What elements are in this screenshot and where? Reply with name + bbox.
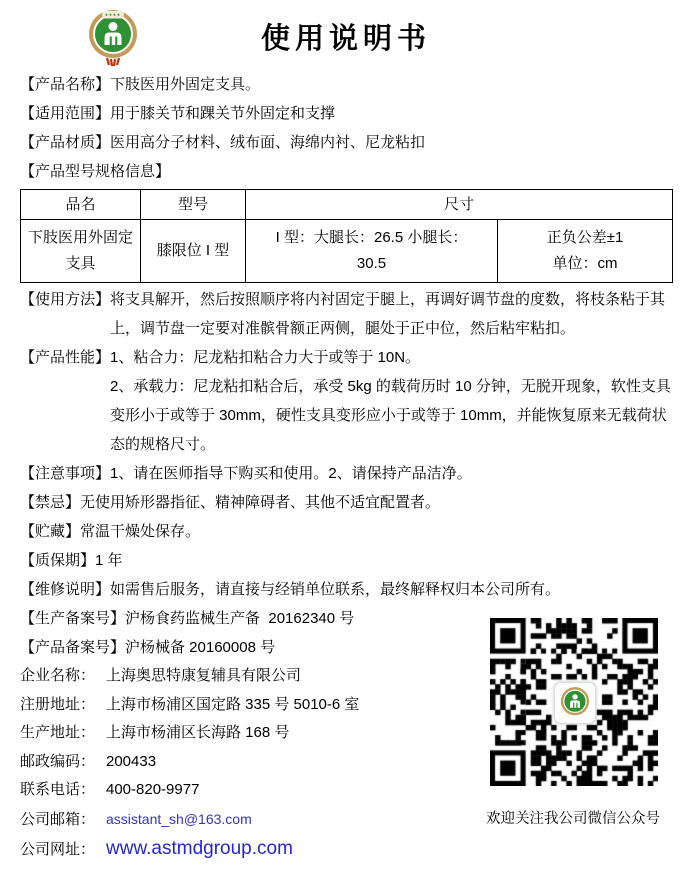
section-performance xyxy=(20,343,672,459)
section-storage xyxy=(20,517,672,546)
contact-label: 联系电话： xyxy=(20,781,96,799)
section-label: 【贮藏】 xyxy=(20,523,81,540)
section-text: 1、请在医师指导下购买和使用。2、请保持产品洁净。 xyxy=(110,465,472,482)
company-logo-icon xyxy=(86,8,140,66)
section-text: 1 年 xyxy=(95,552,123,569)
spec-table xyxy=(20,189,673,283)
section-material xyxy=(20,128,672,157)
company-logo xyxy=(86,8,140,66)
section-label: 【产品型号规格信息】 xyxy=(20,163,171,180)
contact-row-website xyxy=(20,835,672,865)
cell-model: 膝限位 I 型 xyxy=(141,220,246,283)
col-header-name: 品名 xyxy=(21,190,141,220)
section-label: 【产品名称】 xyxy=(20,76,111,93)
section-text: 医用高分子材料、绒布面、海绵内衬、尼龙粘扣 xyxy=(110,134,426,151)
section-label: 【生产备案号】 xyxy=(20,610,126,627)
contact-label: 注册地址： xyxy=(20,695,96,713)
section-label: 【产品材质】 xyxy=(20,134,111,151)
cell-size xyxy=(246,220,498,283)
section-text-2: 2、承载力：尼龙粘扣粘合后，承受 5kg 的载荷历时 10 分钟，无脱开现象，软性支具变形小于或等于 30mm，硬性支具变形应小于或等于 10mm，并能恢复原来无载荷状态的规格尺寸。 xyxy=(110,378,671,453)
wechat-qr-block xyxy=(486,618,662,786)
section-text: 1、粘合力：尼龙粘扣粘合力大于或等于 10N。 xyxy=(110,349,421,366)
postal-code: 200433 xyxy=(106,752,157,770)
section-contraindications xyxy=(20,488,672,517)
section-repair xyxy=(20,575,672,604)
qr-caption: 欢迎关注我公司微信公众号 xyxy=(486,811,660,827)
section-label: 【使用方法】 xyxy=(20,291,111,308)
col-header-size: 尺寸 xyxy=(246,190,673,220)
production-address: 上海市杨浦区长海路 168 号 xyxy=(106,724,290,742)
contact-label: 公司邮箱： xyxy=(20,810,96,828)
section-label: 【产品备案号】 xyxy=(20,639,126,656)
cell-size-line2: 30.5 xyxy=(356,255,387,272)
spec-table-data-row xyxy=(21,220,673,283)
page-title: 使用说明书 xyxy=(260,23,431,55)
section-label: 【适用范围】 xyxy=(20,105,111,122)
cell-tolerance-line2: 单位：cm xyxy=(552,255,618,272)
contact-label: 邮政编码： xyxy=(20,752,96,770)
registered-address: 上海市杨浦区国定路 335 号 5010-6 室 xyxy=(106,695,360,713)
section-scope xyxy=(20,99,672,128)
section-spec-info xyxy=(20,157,672,186)
section-label: 【产品性能】 xyxy=(20,349,111,366)
section-warranty xyxy=(20,546,672,575)
section-usage xyxy=(20,285,672,343)
wechat-qr-code xyxy=(490,618,658,786)
col-header-model: 型号 xyxy=(141,190,246,220)
section-text: 沪杨械备 20160008 号 xyxy=(125,639,276,656)
cell-size-line1: I 型：大腿长：26.5 小腿长： xyxy=(275,229,468,246)
spec-table-header-row xyxy=(21,190,673,220)
section-text: 无使用矫形器指征、精神障碍者、其他不适宜配置者。 xyxy=(80,494,441,511)
cell-tolerance xyxy=(498,220,673,283)
contact-label: 公司网址： xyxy=(20,840,96,858)
qr-center-logo xyxy=(554,682,596,724)
company-name: 上海奥思特康复辅具有限公司 xyxy=(106,667,302,684)
cell-product-name: 下肢医用外固定支具 xyxy=(21,220,141,283)
contact-label: 生产地址： xyxy=(20,724,96,742)
section-label: 【维修说明】 xyxy=(20,581,111,598)
website-link[interactable]: www.astmdgroup.com xyxy=(106,837,293,859)
section-text: 如需售后服务，请直接与经销单位联系，最终解释权归本公司所有。 xyxy=(110,581,561,598)
company-logo-icon xyxy=(559,686,591,720)
section-precautions xyxy=(20,459,672,488)
section-label: 【禁忌】 xyxy=(20,494,81,511)
contact-label: 企业名称： xyxy=(20,667,96,684)
phone-number: 400-820-9977 xyxy=(106,781,200,799)
section-text: 沪杨食药监械生产备 20162340 号 xyxy=(125,610,355,627)
section-text: 用于膝关节和踝关节外固定和支撑 xyxy=(110,105,336,122)
section-text: 下肢医用外固定支具。 xyxy=(110,76,261,93)
section-product-name xyxy=(20,70,672,99)
page-header xyxy=(20,6,672,66)
section-text: 将支具解开，然后按照顺序将内衬固定于腿上，再调好调节盘的度数，将枝条粘于其上，调节盘一定要对准髌骨额正两侧，腿处于正中位，然后粘牢粘扣。 xyxy=(110,291,666,337)
section-label: 【质保期】 xyxy=(20,552,96,569)
section-text: 常温干燥处保存。 xyxy=(80,523,201,540)
section-label: 【注意事项】 xyxy=(20,465,111,482)
email-link[interactable]: assistant_sh@163.com xyxy=(106,810,252,827)
cell-tolerance-line1: 正负公差±1 xyxy=(546,229,624,246)
